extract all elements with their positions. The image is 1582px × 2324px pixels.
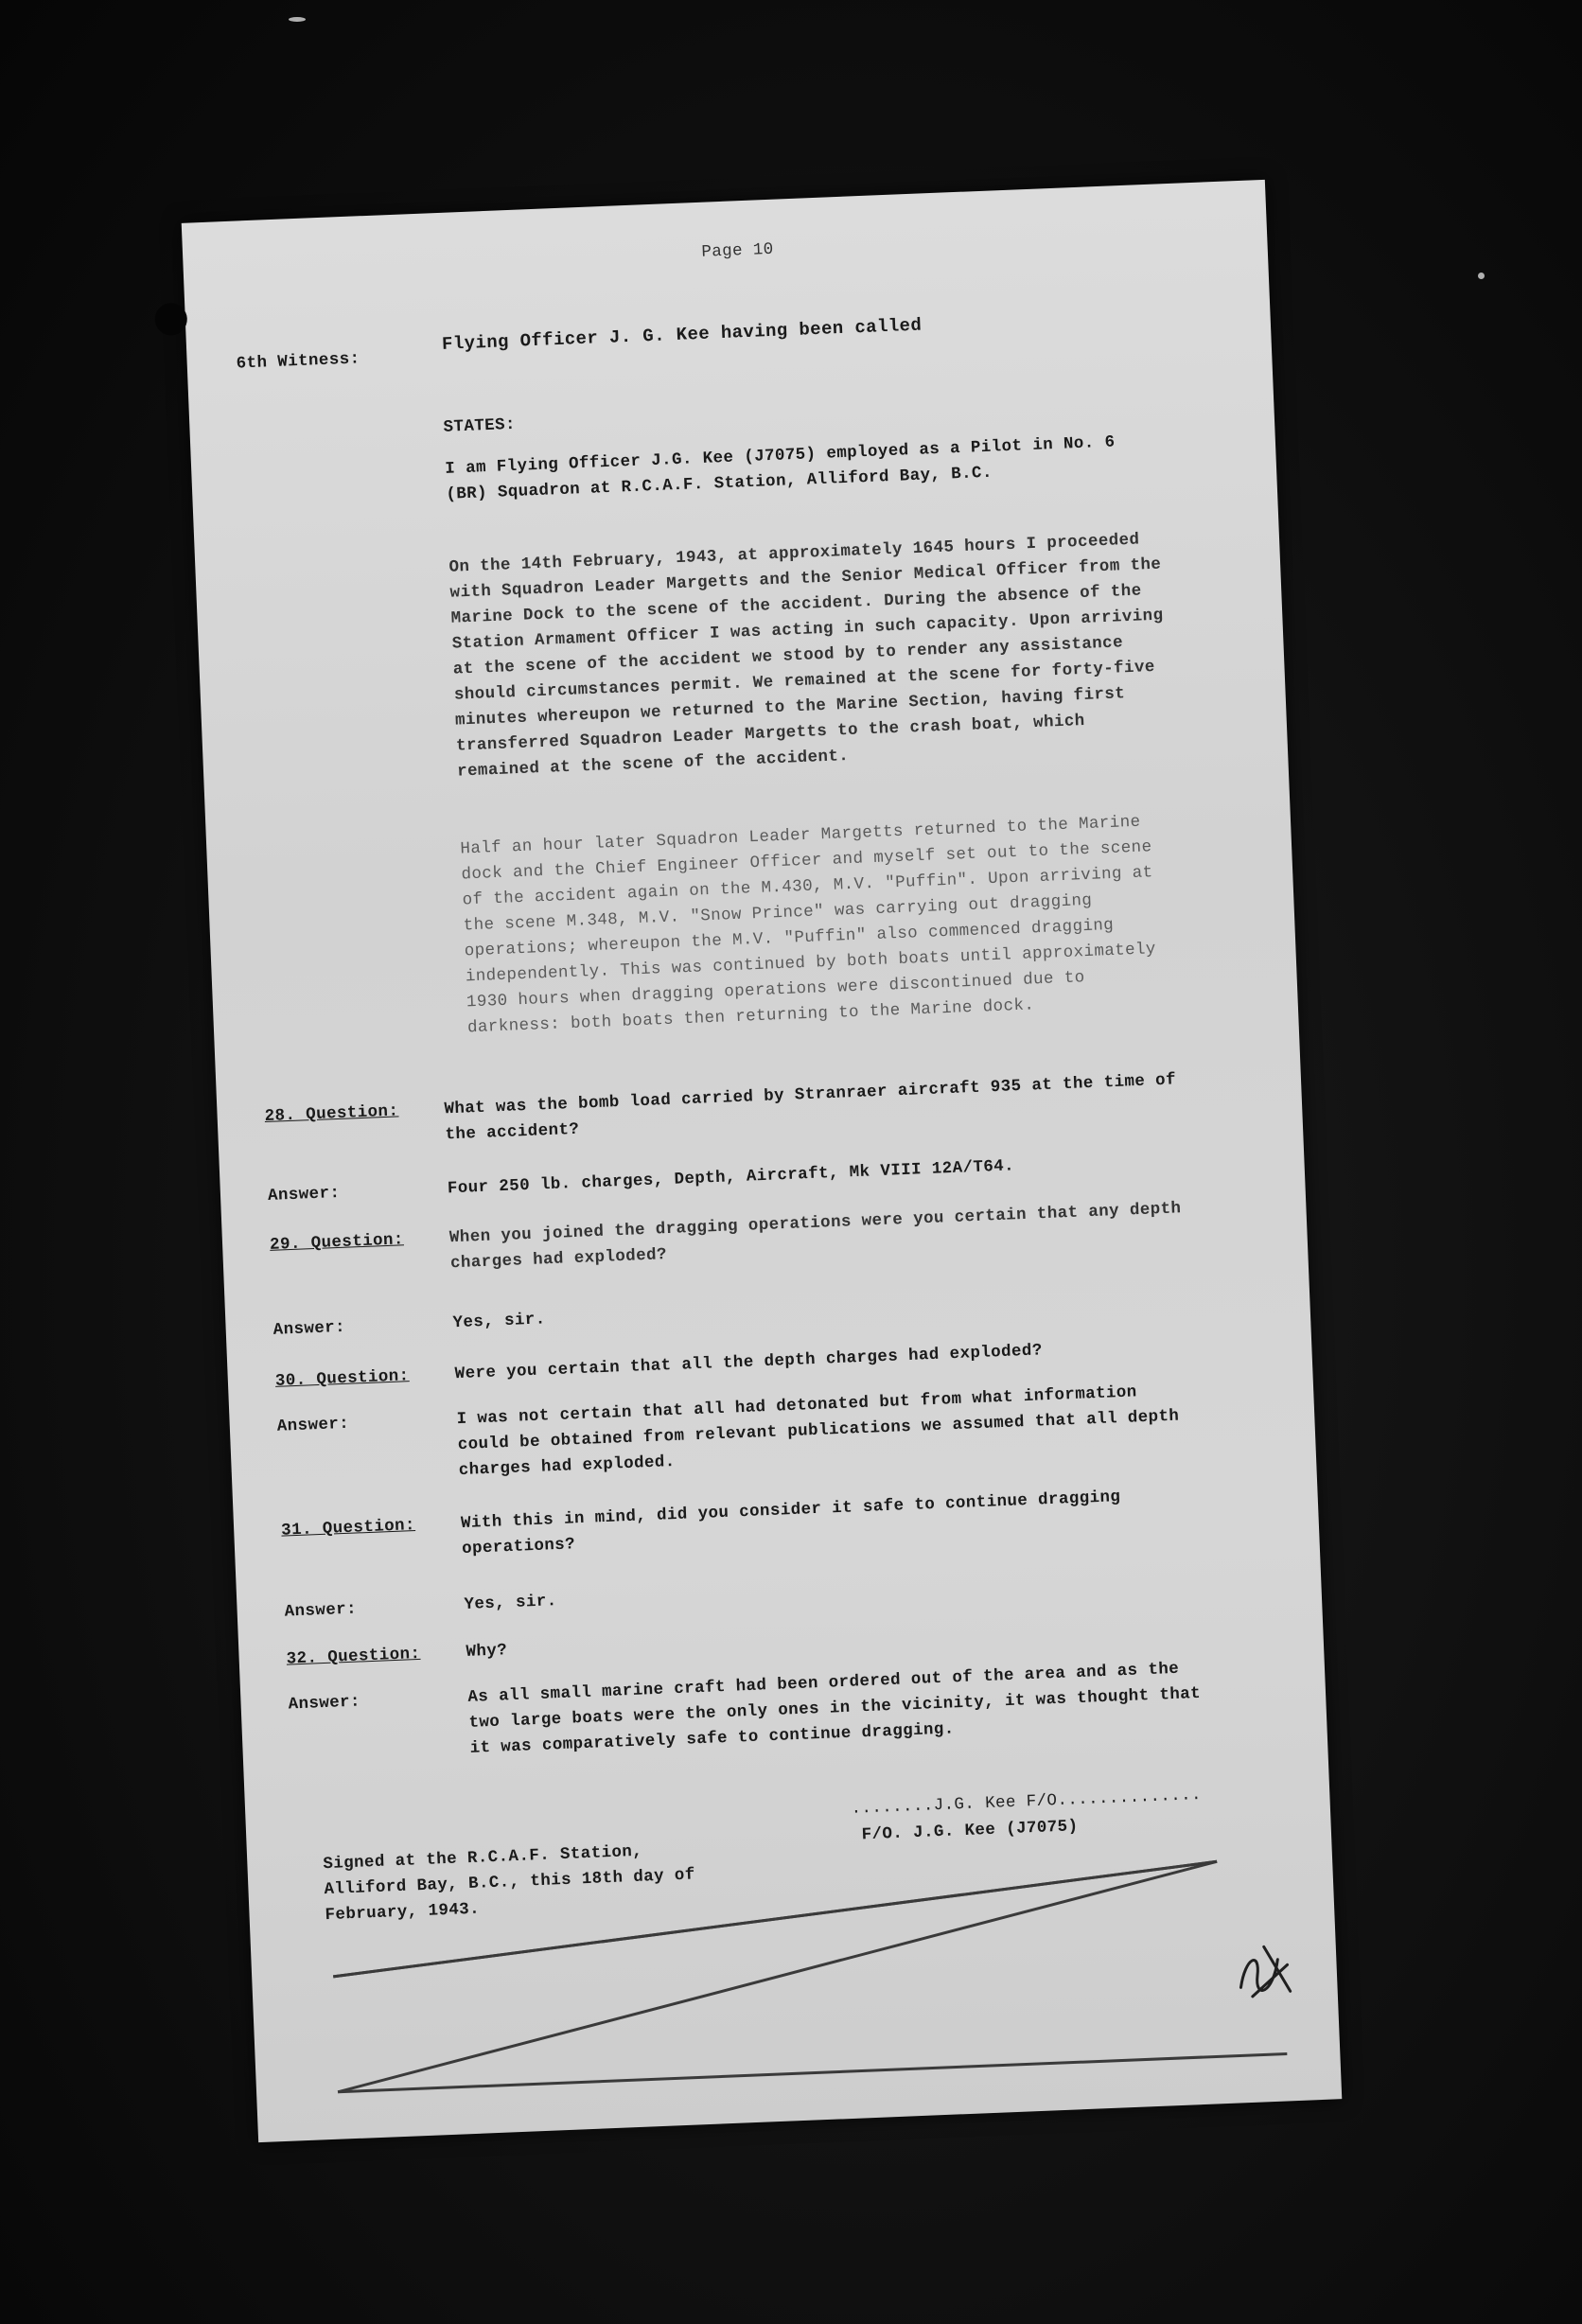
page-number: Page 10 xyxy=(701,239,775,262)
witness-label: 6th Witness: xyxy=(236,349,360,374)
question-31-label: 31. Question: xyxy=(280,1516,416,1541)
paragraph-account: On the 14th February, 1943, at approximately 1645 hours I proceeded with Squadron Leader Margetts and the Senior Medical Officer from the Marine Dock to the scene of the accident. During the absence of the Station Armament Officer I was acting in such capacity. Upon arriving at the scene of the accident we stood by to render any assistance should circumstances permit. We remained at the scene for forty-five minutes whereupon we returned to the Marine Section, having first transferred Squadron Leader Margetts to the crash boat, which remained at the scene of the accident. xyxy=(448,530,1164,782)
question-30-text: Were you certain that all the depth charges had exploded? xyxy=(454,1341,1044,1384)
question-29-text: When you joined the dragging operations were you certain that any depth charges had exploded? xyxy=(448,1199,1182,1274)
paragraph-intro: I am Flying Officer J.G. Kee (J7075) employed as a Pilot in No. 6 (BR) Squadron at R.C.A.F. Station, Alliford Bay, B.C. xyxy=(444,432,1116,504)
dust-speck xyxy=(289,17,306,22)
question-32-label: 32. Question: xyxy=(286,1644,421,1669)
answer-29-text: Yes, sir. xyxy=(452,1310,547,1333)
cancel-line-diagonal xyxy=(330,1861,1225,2091)
answer-28-label: Answer: xyxy=(267,1183,341,1206)
handwritten-initials xyxy=(1231,1936,1300,2005)
question-31-text: With this in mind, did you consider it safe to continue dragging operations? xyxy=(460,1488,1121,1559)
question-28-text: What was the bomb load carried by Stranraer aircraft 935 at the time of the accident? xyxy=(444,1070,1177,1145)
answer-31-text: Yes, sir. xyxy=(464,1592,558,1614)
signatory-name: F/O. J.G. Kee (J7075) xyxy=(861,1817,1079,1845)
paragraph-dragging: Half an hour later Squadron Leader Margetts returned to the Marine dock and the Chief Engineer Officer and myself set out to the scene of the accident again on the M.430, M.V. "Puffin". Upon arriving at the scene M.348, M.V. "Snow Prince" was carrying out dragging operations; whereupon the M.V. "Puffin" also commenced dragging independently. This was continued by both boats until approximately 1930 hours when dragging operations were discontinued due to darkness: both boats then returning to the Marine dock. xyxy=(460,812,1157,1038)
answer-32-label: Answer: xyxy=(288,1692,361,1715)
answer-31-label: Answer: xyxy=(284,1599,358,1622)
signed-location-date: Signed at the R.C.A.F. Station, Alliford Bay, B.C., this 18th day of February, 1943. xyxy=(323,1841,696,1926)
answer-29-label: Answer: xyxy=(272,1317,346,1340)
question-30-label: 30. Question: xyxy=(274,1366,410,1391)
answer-32-text: As all small marine craft had been ordered out of the area and as the two large boats were the only ones in the vicinity, it was thought that it was comparatively safe to continue dragging. xyxy=(467,1659,1202,1758)
answer-30-label: Answer: xyxy=(276,1414,350,1436)
document-page xyxy=(182,180,1343,2142)
answer-30-text: I was not certain that all had detonated but from what information could be obtained from relevant publications we assumed that all depth charges had exploded. xyxy=(456,1382,1180,1481)
cancel-line-bottom xyxy=(338,2053,1287,2091)
witness-heading: Flying Officer J. G. Kee having been called xyxy=(441,314,923,355)
signature-line: ........J.G. Kee F/O.............. xyxy=(851,1785,1203,1819)
cancellation-lines xyxy=(182,180,1343,2142)
answer-28-text: Four 250 lb. charges, Depth, Aircraft, Mk VIII 12A/T64. xyxy=(447,1156,1015,1199)
question-29-label: 29. Question: xyxy=(269,1230,405,1255)
dust-speck xyxy=(1478,273,1485,279)
question-32-text: Why? xyxy=(466,1641,508,1662)
states-label: STATES: xyxy=(443,414,517,437)
question-28-label: 28. Question: xyxy=(264,1101,399,1127)
